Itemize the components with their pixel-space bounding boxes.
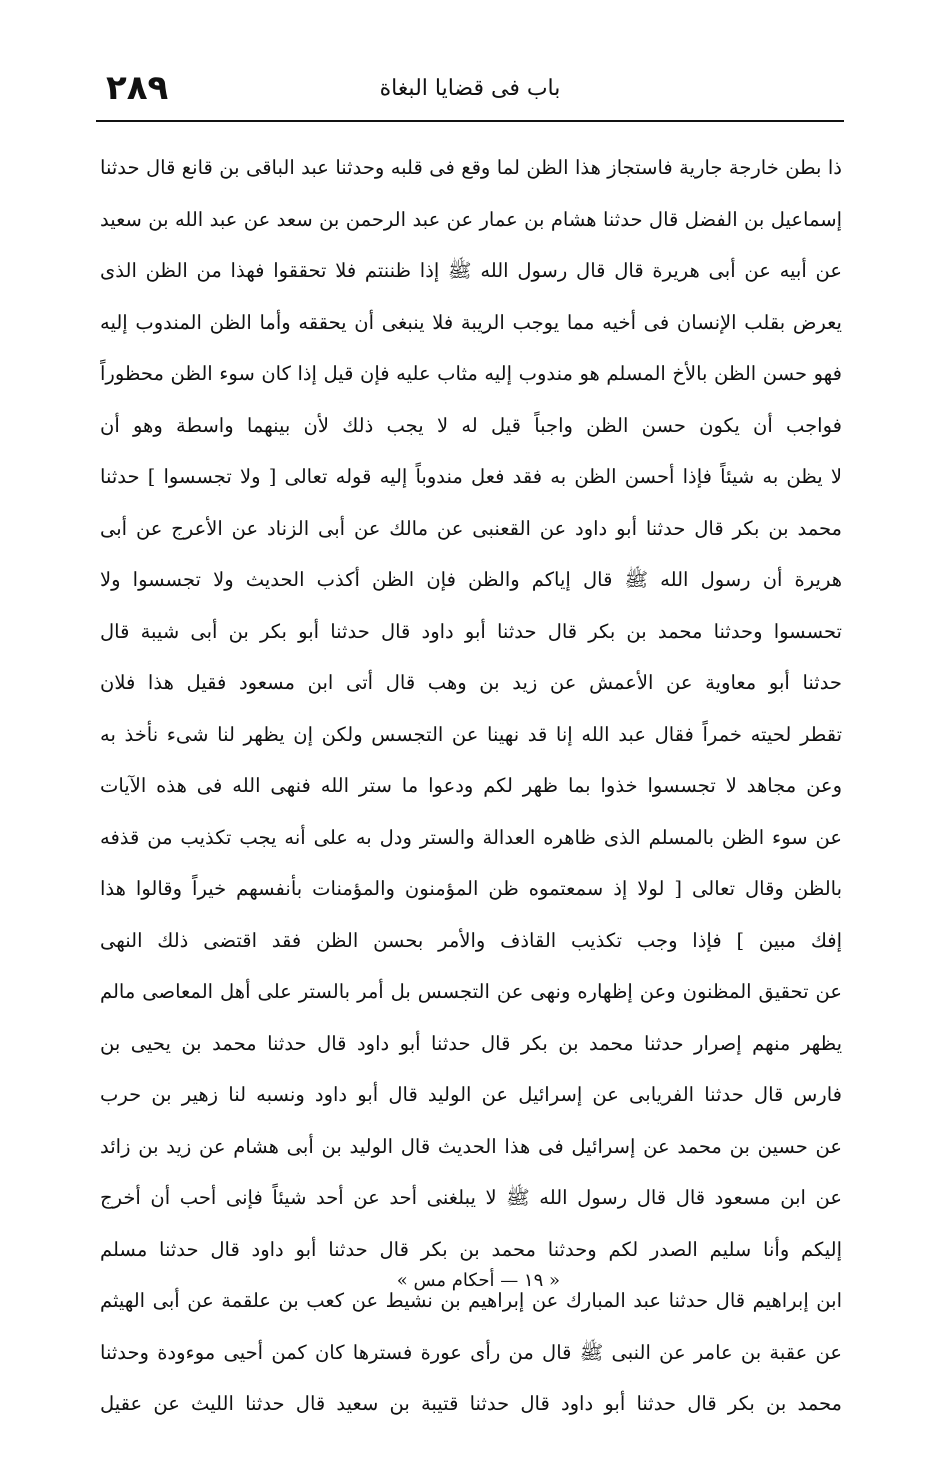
page-number: ٢٨٩ (106, 68, 169, 108)
text-line: إفك مبين ] فإذا وجب تكذيب القاذف والأمر بحسن الظن فقد اقتضى ذلك النهى (100, 928, 842, 952)
text-line: محمد بن بكر قال حدثنا أبو داود قال حدثنا قتيبة بن سعيد قال حدثنا الليث عن عقيل (100, 1392, 842, 1415)
text-line: يظهر منهم إصرار حدثنا محمد بن بكر قال حدثنا أبو داود قال حدثنا محمد بن يحيى بن (100, 1031, 842, 1055)
text-line: فارس قال حدثنا الفريابى عن إسرائيل عن الوليد قال أبو داود ونسبه لنا زهير بن حرب (100, 1083, 842, 1106)
text-line: عن حسين بن محمد عن إسرائيل فى هذا الحديث قال الوليد بن أبى هشام عن زيد بن زائد (100, 1134, 842, 1158)
text-line: عن تحقيق المظنون وعن إظهاره ونهى عن التجسس بل أمر بالستر على أهل المعاصى مالم (100, 980, 842, 1003)
text-line: لا يظن به شيئاً فإذا أحسن الظن به فقد فعل مندوباً إليه قوله تعالى [ ولا تجسسوا ] حدثنا (100, 465, 842, 488)
text-line: وعن مجاهد لا تجسسوا خذوا بما ظهر لكم ودعوا ما ستر الله فنهى الله فى هذه الآيات (100, 774, 842, 797)
text-line: تقطر لحيته خمراً فقال عبد الله إنا قد نهينا عن التجسس ولكن إن يظهر لنا شىء نأخذ به (100, 722, 842, 746)
text-line: تحسسوا وحدثنا محمد بن بكر قال حدثنا أبو داود قال حدثنا أبو بكر بن أبى شيبة قال (100, 619, 842, 643)
text-line: ذا بطن خارجة جارية فاستجاز هذا الظن لما وقع فى قلبه وحدثنا عبد الباقى بن قانع قال حدثنا (100, 156, 842, 179)
text-line: هريرة أن رسول الله ﷺ قال إياكم والظن فإن الظن أكذب الحديث ولا تجسسوا ولا (100, 568, 842, 591)
text-line: عن أبيه عن أبى هريرة قال قال رسول الله ﷺ إذا ظننتم فلا تحققوا فهذا من الظن الذى (100, 259, 842, 282)
text-line: ابن إبراهيم قال حدثنا عبد المبارك عن إبراهيم بن نشيط عن كعب بن علقمة عن أبى الهيثم (100, 1289, 842, 1312)
text-line: فواجب أن يكون حسن الظن واجباً قيل له لا يجب ذلك لأن بينهما واسطة وهو أن (100, 413, 842, 437)
header-rule (96, 120, 844, 122)
text-line: فهو حسن الظن بالأخ المسلم هو مندوب إليه مثاب عليه فإن قيل إذا كان سوء الظن محظوراً (100, 362, 842, 385)
text-line: حدثنا أبو معاوية عن الأعمش عن زيد بن وهب قال أتى ابن مسعود فقيل هذا فلان (100, 671, 842, 694)
signature-footer: « ١٩ — أحكام مس » (396, 1270, 560, 1291)
text-line: محمد بن بكر قال حدثنا أبو داود عن القعنبى عن مالك عن أبى الزناد عن الأعرج عن أبى (100, 516, 842, 540)
text-line: يعرض بقلب الإنسان فى أخيه مما يوجب الريبة فلا ينبغى أن يحققه وأما الظن المندوب إليه (100, 310, 842, 334)
text-line: إليكم وأنا سليم الصدر لكم وحدثنا محمد بن بكر قال حدثنا أبو داود قال حدثنا مسلم (100, 1237, 842, 1261)
page-header (96, 64, 844, 118)
text-line: إسماعيل بن الفضل قال حدثنا هشام بن عمار عن عبد الرحمن بن سعد عن عبد الله بن سعيد (100, 207, 842, 231)
text-line: عن عقبة بن عامر عن النبى ﷺ قال من رأى عورة فسترها كان كمن أحيى موءودة وحدثنا (100, 1340, 842, 1364)
running-title: باب فى قضايا البغاة (379, 76, 561, 101)
text-line: عن ابن مسعود قال قال رسول الله ﷺ لا يبلغنى أحد عن أحد شيئاً فإنى أحب أن أخرج (100, 1186, 842, 1209)
body-text (100, 142, 842, 1430)
text-line: عن سوء الظن بالمسلم الذى ظاهره العدالة والستر ودل به على أنه يجب تكذيب من قذفه (100, 825, 842, 849)
text-line: بالظن وقال تعالى [ لولا إذ سمعتموه ظن المؤمنون والمؤمنات بأنفسهم خيراً وقالوا هذا (100, 877, 842, 900)
